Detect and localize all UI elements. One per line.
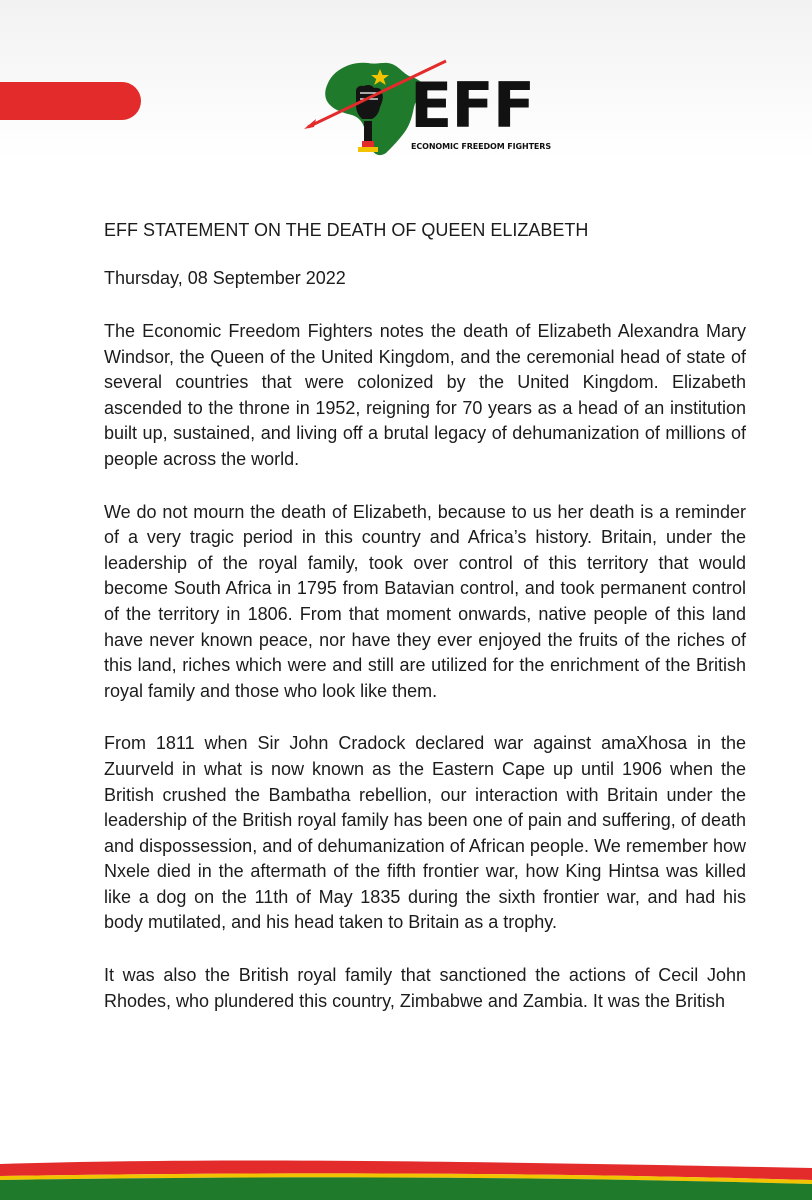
letterhead-footer-stripes bbox=[0, 1150, 812, 1200]
statement-date: Thursday, 08 September 2022 bbox=[104, 267, 346, 288]
paragraph-4: It was also the British royal family that sanctioned the actions of Cecil John Rhodes, who plundered this country, Zimbabwe and Zambia. It was the British bbox=[104, 965, 746, 1011]
statement-body bbox=[104, 218, 746, 1041]
paragraph-2: We do not mourn the death of Elizabeth, because to us her death is a reminder of a very tragic period in this country and Africa’s history. Britain, under the leadership of the royal family, took over control of this territory that would become South Africa in 1795 from Batavian control, and took permanent control of the territory in 1806. From that moment onwards, native people of this land have never known peace, nor have they ever enjoyed the fruits of the riches of this land, riches which were and still are utilized for the enrichment of the British royal family and those who look like them. bbox=[104, 501, 746, 701]
paragraph-1: The Economic Freedom Fighters notes the death of Elizabeth Alexandra Mary Windsor, the Queen of the United Kingdom, and the ceremonial head of state of several countries that were colonized by the United Kingdom. Elizabeth ascended to the throne in 1952, reigning for 70 years as a head of an institution built up, sustained, and living off a brutal legacy of dehumanization of millions of people across the world. bbox=[104, 321, 746, 469]
statement-title: EFF STATEMENT ON THE DEATH OF QUEEN ELIZABETH bbox=[104, 220, 589, 240]
logo-wordmark: EFF bbox=[410, 69, 535, 142]
paragraph-3: From 1811 when Sir John Cradock declared war against amaXhosa in the Zuurveld in what is now known as the Eastern Cape up until 1906 when the British crushed the Bambatha rebellion, our interaction with Britain under the leadership of the British royal family has been one of pain and suffering, of death and dispossession, and of dehumanization of African people. We remember how Nxele died in the aftermath of the fifth frontier war, how King Hintsa was killed like a dog on the 11th of May 1835 during the sixth frontier war, and had his body mutilated, and his head taken to Britain as a trophy. bbox=[104, 733, 746, 933]
letterhead-red-bar bbox=[0, 82, 141, 120]
logo-tagline: ECONOMIC FREEDOM FIGHTERS bbox=[411, 142, 552, 151]
